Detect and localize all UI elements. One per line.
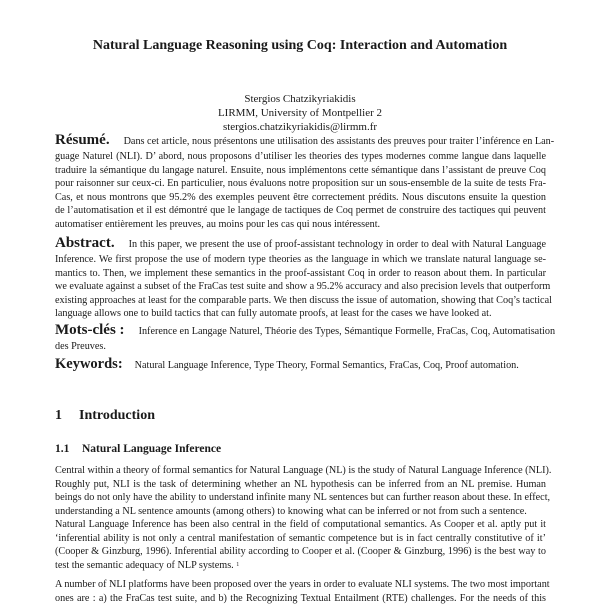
text-line	[55, 164, 546, 178]
text-line	[55, 280, 551, 294]
text-line	[55, 532, 546, 546]
line-text: understanding a NL sentence amounts (among others) to knowing what can be inferred or not from such a sentence.	[55, 505, 527, 517]
line-text: beings do not only have the ability to understand infinite many NL sentences but can further reason about these. In effect,	[55, 492, 551, 504]
line-text: existing approaches at least for the comparable parts. We then discuss the issue of automation, showing that Coq’s tactical	[55, 294, 552, 306]
mots-cles-block	[55, 322, 556, 354]
line-text: ones are : a) the FraCas test suite, and b) the Recognizing Textual Entailment (RTE) challenges. For the needs of this	[55, 592, 546, 604]
text-line	[55, 191, 546, 205]
text-line	[55, 478, 546, 492]
text-line	[55, 132, 555, 150]
line-text: traduire la sémantique du langage naturel. Ensuite, nous implémentons cette sémantique dans l’assistant de preuve Coq	[55, 164, 546, 176]
paragraph	[55, 578, 550, 605]
text-line	[55, 545, 546, 559]
text-line	[55, 491, 551, 505]
line-text: test the semantic adequacy of NLP systems.	[55, 559, 234, 571]
line-text: pour raisonner sur ceux-ci. En particulier, nous évaluons notre proposition sur un sous-ensemble de la suite de tests Fra-	[55, 178, 546, 190]
text-line	[55, 253, 546, 267]
text-line	[55, 267, 546, 281]
block-heading: Abstract.	[55, 235, 115, 251]
paragraph	[55, 464, 552, 518]
subsection-title: Natural Language Inference	[82, 443, 222, 455]
text-line	[55, 237, 546, 253]
keywords-text: Natural Language Inference, Type Theory, Formal Semantics, FraCas, Coq, Proof automation.	[134, 360, 519, 371]
text-line	[55, 340, 546, 354]
section-title: Introduction	[79, 408, 155, 423]
text-line	[55, 218, 546, 232]
keywords-heading: Keywords:	[55, 356, 123, 372]
author-email[interactable]: stergios.chatzikyriakidis@lirmm.fr	[222, 121, 378, 133]
line-text: language allows one to build tactics that can fully automate proofs, at least for the cases we have looked at.	[55, 308, 492, 320]
paper-title: Natural Language Reasoning using Coq: Interaction and Automation	[92, 38, 508, 53]
footnote-mark[interactable]: 1	[236, 561, 240, 568]
author-affiliation: LIRMM, University of Montpellier 2	[217, 107, 383, 119]
line-text: (Cooper & Ginzburg, 1996). Inferential ability according to Cooper et al. (Cooper & Ginzburg, 1996) is the best way to	[55, 546, 546, 558]
line-text: Cas, et nous montrons que 95.2% des exemples peuvent être correctement prédits. Nous discutons ensuite la question	[55, 191, 546, 203]
text-line	[55, 578, 550, 592]
subsection-number: 1.1	[55, 443, 70, 455]
author-block	[0, 92, 600, 134]
line-text: we evaluate against a subset of the FraCas test suite and show a 95.2% accuracy and also precision levels that outperform	[55, 281, 551, 293]
line-text: automatiser entièrement les preuves, au moins pour les cas qui nous intéressent.	[55, 218, 381, 230]
line-text: Inference en Langage Naturel, Théorie des Types, Sémantique Formelle, FraCas, Coq, Automatisation	[138, 326, 556, 337]
text-line	[55, 294, 552, 308]
section-heading	[55, 408, 546, 424]
paragraph	[55, 518, 546, 572]
block-heading: Mots-clés :	[55, 322, 125, 338]
line-text: Dans cet article, nous présentons une utilisation des assistants des preuves pour traiter l’inférence en Lan-	[123, 136, 555, 147]
line-text: de l’automatisation et il est démontré que le langage de tactiques de Coq permet de construire des tactiques qui peuvent	[55, 205, 546, 217]
line-text: Inference. We first propose the use of modern type theories as the language in which we translate natural language se-	[55, 254, 546, 265]
line-text: A number of NLI platforms have been proposed over the years in order to evaluate NLI systems. The two most important	[55, 579, 550, 590]
text-line	[55, 150, 546, 164]
text-line	[55, 307, 546, 321]
line-text: guage Naturel (NLI). D’ abord, nous proposons d’utiliser les theories des types modernes comme langue dans laquelle	[55, 151, 546, 162]
line-text: Central within a theory of formal semantics for Natural Language (NL) is the study of Natural Language Inference (NLI).	[55, 465, 552, 476]
line-text: Roughly put, NLI is the task of determining whether an NL hypothesis can be inferred from an NL premise. Human	[55, 478, 546, 490]
text-line	[55, 464, 552, 478]
line-text: des Preuves.	[55, 341, 106, 352]
text-line	[55, 592, 546, 605]
keywords-block	[55, 358, 546, 374]
text-line	[55, 177, 546, 191]
block-heading: Résumé.	[55, 132, 110, 148]
text-line	[55, 322, 556, 340]
resume-block	[55, 132, 555, 232]
text-line	[55, 559, 546, 573]
text-line	[55, 204, 546, 218]
subsection-heading	[55, 443, 546, 455]
abstract-block	[55, 235, 552, 321]
line-text: In this paper, we present the use of proof-assistant technology in order to deal with Natural Language	[128, 239, 546, 250]
text-line	[55, 518, 546, 532]
section-number: 1	[55, 408, 62, 423]
line-text: mantics to. Then, we implement these semantics in the proof-assistant Coq in order to reason about them. In particular	[55, 267, 546, 279]
line-text: Natural Language Inference has been also central in the field of computational semantics. As Cooper et al. aptly put it	[55, 519, 546, 530]
author-name: Stergios Chatzikyriakidis	[244, 93, 356, 105]
text-line	[55, 505, 546, 519]
line-text: ‘inferential ability is not only a central manifestation of semantic competence but is in fact centrally constitutive of it’	[55, 532, 546, 544]
